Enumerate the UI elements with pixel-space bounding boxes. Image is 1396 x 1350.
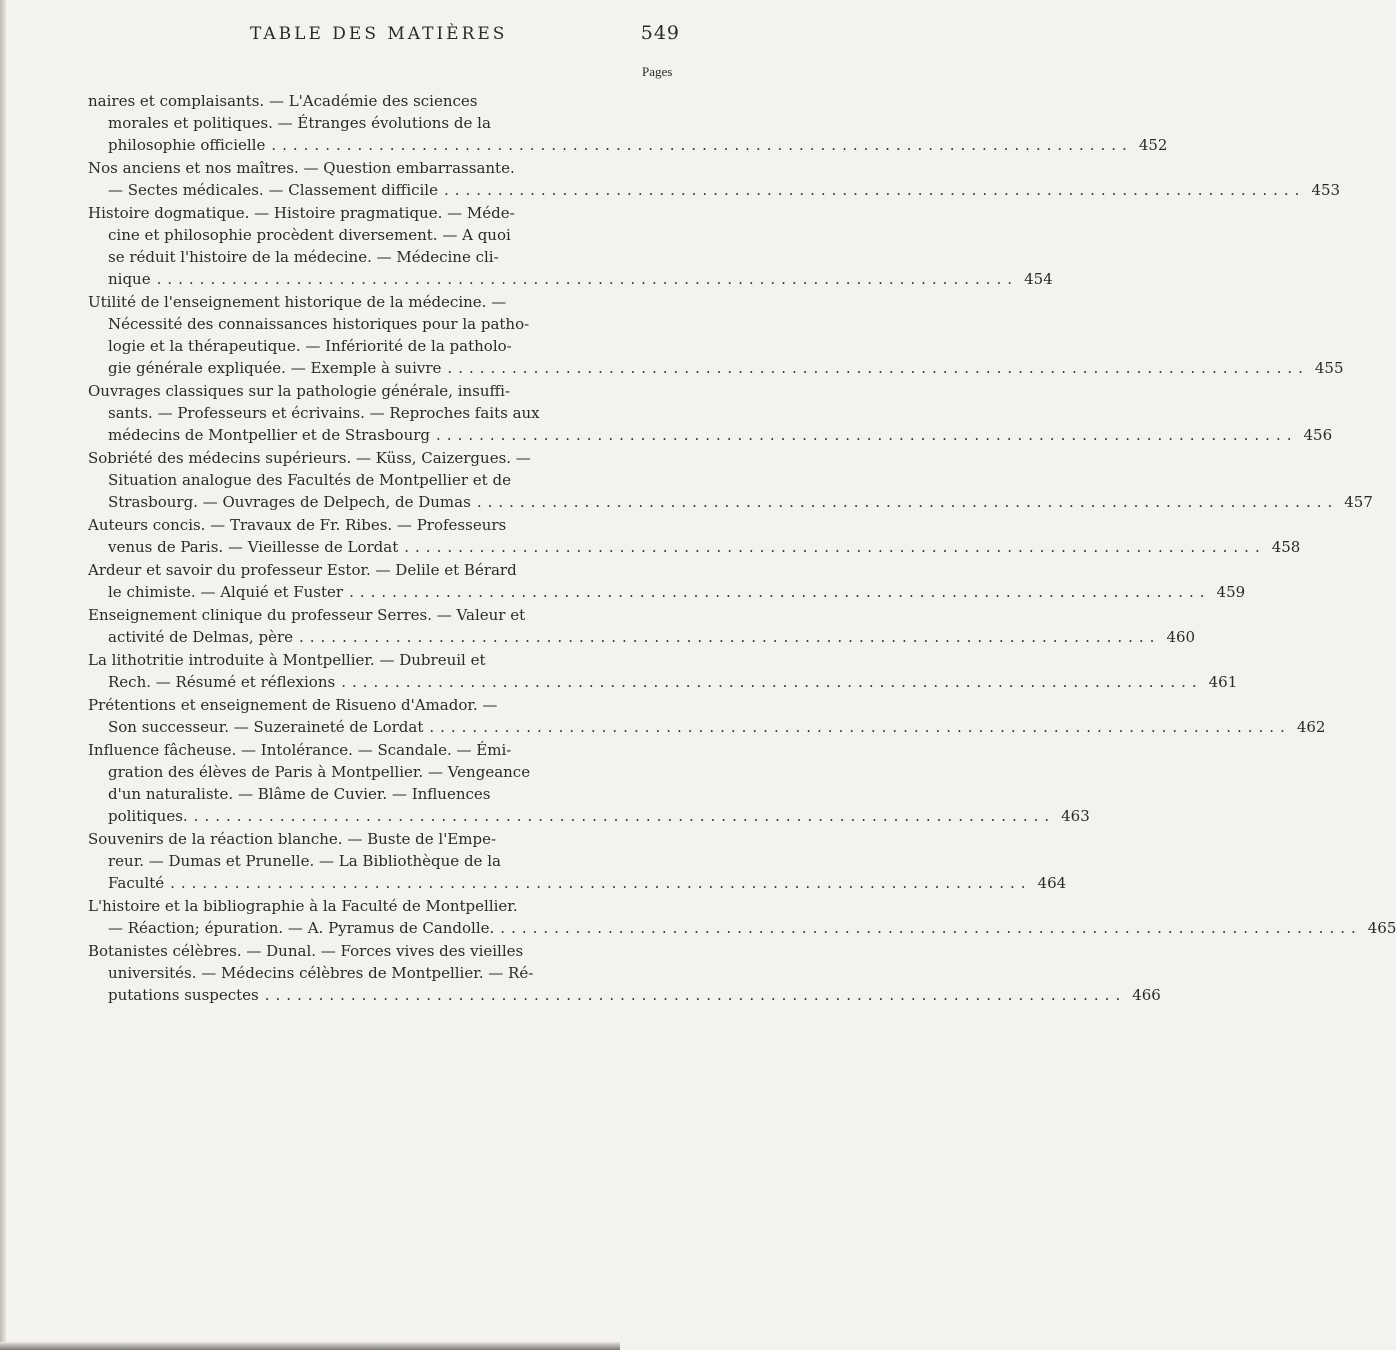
toc-entry bbox=[88, 739, 1090, 827]
toc-entry bbox=[88, 90, 1168, 156]
toc-entry bbox=[88, 694, 1326, 738]
table-of-contents bbox=[88, 90, 1396, 1007]
toc-entry-last-line bbox=[88, 179, 1341, 201]
toc-entry-line: Histoire dogmatique. — Histoire pragmatique. — Méde- bbox=[88, 204, 515, 222]
toc-entry-line: cine et philosophie procèdent diversement. — A quoi bbox=[108, 226, 511, 244]
toc-page-number: 464 bbox=[1037, 874, 1067, 892]
dot-leader: ................................................................................ bbox=[264, 986, 1127, 1004]
toc-entry bbox=[88, 895, 1396, 939]
dot-leader: ................................................................................ bbox=[404, 538, 1266, 556]
toc-entry-line: venus de Paris. — Vieillesse de Lordat bbox=[108, 538, 399, 556]
dot-leader: ................................................................................ bbox=[271, 136, 1133, 154]
toc-entry-line: gie générale expliquée. — Exemple à suivre bbox=[108, 359, 442, 377]
toc-page-number: 452 bbox=[1138, 136, 1168, 154]
toc-page-number: 454 bbox=[1024, 270, 1053, 288]
toc-page-number: 462 bbox=[1296, 718, 1326, 736]
toc-entry bbox=[88, 649, 1238, 693]
toc-entry-line: Prétentions et enseignement de Risueno d'Amador. — bbox=[88, 696, 498, 714]
toc-entry-line: L'histoire et la bibliographie à la Faculté de Montpellier. bbox=[88, 897, 518, 915]
toc-entry-line: nique bbox=[108, 270, 151, 288]
toc-page-number: 466 bbox=[1132, 986, 1161, 1004]
toc-entry-line: Ardeur et savoir du professeur Estor. — Delile et Bérard bbox=[88, 561, 517, 579]
toc-entry-last-line bbox=[88, 536, 1301, 558]
dot-leader: ................................................................................ bbox=[156, 270, 1019, 288]
toc-entry-last-line bbox=[88, 357, 1344, 379]
dot-leader: ................................................................................ bbox=[500, 919, 1362, 937]
toc-entry-line: — Sectes médicales. — Classement difficile bbox=[108, 181, 438, 199]
toc-entry-line: La lithotritie introduite à Montpellier. — Dubreuil et bbox=[88, 651, 486, 669]
toc-entry bbox=[88, 202, 1053, 290]
toc-entry-last-line bbox=[88, 134, 1168, 156]
dot-leader: ................................................................................ bbox=[436, 426, 1298, 444]
toc-page-number: 459 bbox=[1216, 583, 1246, 601]
toc-entry-last-line bbox=[88, 491, 1373, 513]
toc-entry-last-line bbox=[88, 268, 1053, 290]
toc-entry-line: politiques. bbox=[108, 807, 188, 825]
toc-page-number: 456 bbox=[1303, 426, 1333, 444]
dot-leader: ................................................................................ bbox=[299, 628, 1161, 646]
toc-entry-line: sants. — Professeurs et écrivains. — Reproches faits aux bbox=[108, 404, 540, 422]
running-head-title: TABLE DES MATIÈRES bbox=[250, 24, 508, 44]
toc-entry-line: activité de Delmas, père bbox=[108, 628, 293, 646]
toc-entry bbox=[88, 380, 1333, 446]
dot-leader: ................................................................................ bbox=[476, 493, 1339, 511]
dot-leader: ................................................................................ bbox=[349, 583, 1211, 601]
toc-entry-line: putations suspectes bbox=[108, 986, 259, 1004]
toc-entry-last-line bbox=[88, 805, 1090, 827]
dot-leader: ................................................................................ bbox=[429, 718, 1291, 736]
toc-entry bbox=[88, 604, 1196, 648]
toc-entry-line: morales et politiques. — Étranges évolutions de la bbox=[108, 114, 491, 132]
toc-page-number: 455 bbox=[1314, 359, 1344, 377]
toc-entry-line: Ouvrages classiques sur la pathologie générale, insuffi- bbox=[88, 382, 511, 400]
toc-entry-last-line bbox=[88, 671, 1238, 693]
toc-entry-line: le chimiste. — Alquié et Fuster bbox=[108, 583, 344, 601]
toc-entry-line: Strasbourg. — Ouvrages de Delpech, de Dumas bbox=[108, 493, 471, 511]
toc-page-number: 461 bbox=[1208, 673, 1238, 691]
toc-entry bbox=[88, 514, 1301, 558]
toc-entry bbox=[88, 157, 1341, 201]
toc-entry-line: Nos anciens et nos maîtres. — Question embarrassante. bbox=[88, 159, 515, 177]
running-head bbox=[250, 22, 680, 44]
toc-entry-line: gration des élèves de Paris à Montpellier. — Vengeance bbox=[108, 763, 531, 781]
toc-entry-last-line bbox=[88, 917, 1396, 939]
toc-entry-line: reur. — Dumas et Prunelle. — La Bibliothèque de la bbox=[108, 852, 501, 870]
toc-entry-line: Influence fâcheuse. — Intolérance. — Scandale. — Émi- bbox=[88, 741, 512, 759]
toc-entry bbox=[88, 940, 1161, 1006]
toc-page-number: 460 bbox=[1166, 628, 1196, 646]
page-bottom-edge bbox=[0, 1342, 620, 1350]
dot-leader: ................................................................................ bbox=[193, 807, 1056, 825]
toc-entry-line: Rech. — Résumé et réflexions bbox=[108, 673, 336, 691]
toc-entry-line: — Réaction; épuration. — A. Pyramus de Candolle. bbox=[108, 919, 495, 937]
toc-entry-line: philosophie officielle bbox=[108, 136, 266, 154]
toc-entry-line: Auteurs concis. — Travaux de Fr. Ribes. — Professeurs bbox=[88, 516, 507, 534]
dot-leader: ................................................................................ bbox=[444, 181, 1306, 199]
toc-entry-line: logie et la thérapeutique. — Infériorité de la patholo- bbox=[108, 337, 512, 355]
toc-entry bbox=[88, 559, 1246, 603]
toc-entry-last-line bbox=[88, 984, 1161, 1006]
toc-entry bbox=[88, 828, 1067, 894]
dot-leader: ................................................................................ bbox=[341, 673, 1203, 691]
toc-entry bbox=[88, 291, 1344, 379]
toc-entry-line: Souvenirs de la réaction blanche. — Buste de l'Empe- bbox=[88, 830, 497, 848]
toc-page-number: 463 bbox=[1061, 807, 1090, 825]
page-number: 549 bbox=[640, 22, 680, 44]
toc-entry-line: Enseignement clinique du professeur Serres. — Valeur et bbox=[88, 606, 526, 624]
toc-entry-line: se réduit l'histoire de la médecine. — Médecine cli- bbox=[108, 248, 499, 266]
toc-entry-last-line bbox=[88, 716, 1326, 738]
toc-page-number: 465 bbox=[1367, 919, 1396, 937]
toc-page-number: 457 bbox=[1344, 493, 1373, 511]
toc-entry-line: naires et complaisants. — L'Académie des sciences bbox=[88, 92, 478, 110]
toc-page-number: 458 bbox=[1271, 538, 1301, 556]
toc-entry-last-line bbox=[88, 626, 1196, 648]
toc-entry-line: médecins de Montpellier et de Strasbourg bbox=[108, 426, 431, 444]
toc-entry-line: Situation analogue des Facultés de Montpellier et de bbox=[108, 471, 511, 489]
toc-entry-line: Utilité de l'enseignement historique de la médecine. — bbox=[88, 293, 507, 311]
toc-entry-last-line bbox=[88, 872, 1067, 894]
toc-entry-line: Botanistes célèbres. — Dunal. — Forces vives des vieilles bbox=[88, 942, 524, 960]
toc-entry-line: universités. — Médecins célèbres de Montpellier. — Ré- bbox=[108, 964, 534, 982]
toc-entry-line: Faculté bbox=[108, 874, 165, 892]
toc-entry-last-line bbox=[88, 424, 1333, 446]
toc-entry bbox=[88, 447, 1373, 513]
toc-page-number: 453 bbox=[1311, 181, 1341, 199]
toc-entry-line: Son successeur. — Suzeraineté de Lordat bbox=[108, 718, 424, 736]
dot-leader: ................................................................................ bbox=[447, 359, 1309, 377]
pages-column-label: Pages bbox=[642, 64, 673, 79]
toc-entry-line: d'un naturaliste. — Blâme de Cuvier. — Influences bbox=[108, 785, 491, 803]
toc-entry-line: Sobriété des médecins supérieurs. — Küss, Caizergues. — bbox=[88, 449, 531, 467]
toc-entry-line: Nécessité des connaissances historiques pour la patho- bbox=[108, 315, 530, 333]
dot-leader: ................................................................................ bbox=[170, 874, 1032, 892]
page-binding-edge bbox=[0, 0, 6, 1350]
toc-entry-last-line bbox=[88, 581, 1246, 603]
